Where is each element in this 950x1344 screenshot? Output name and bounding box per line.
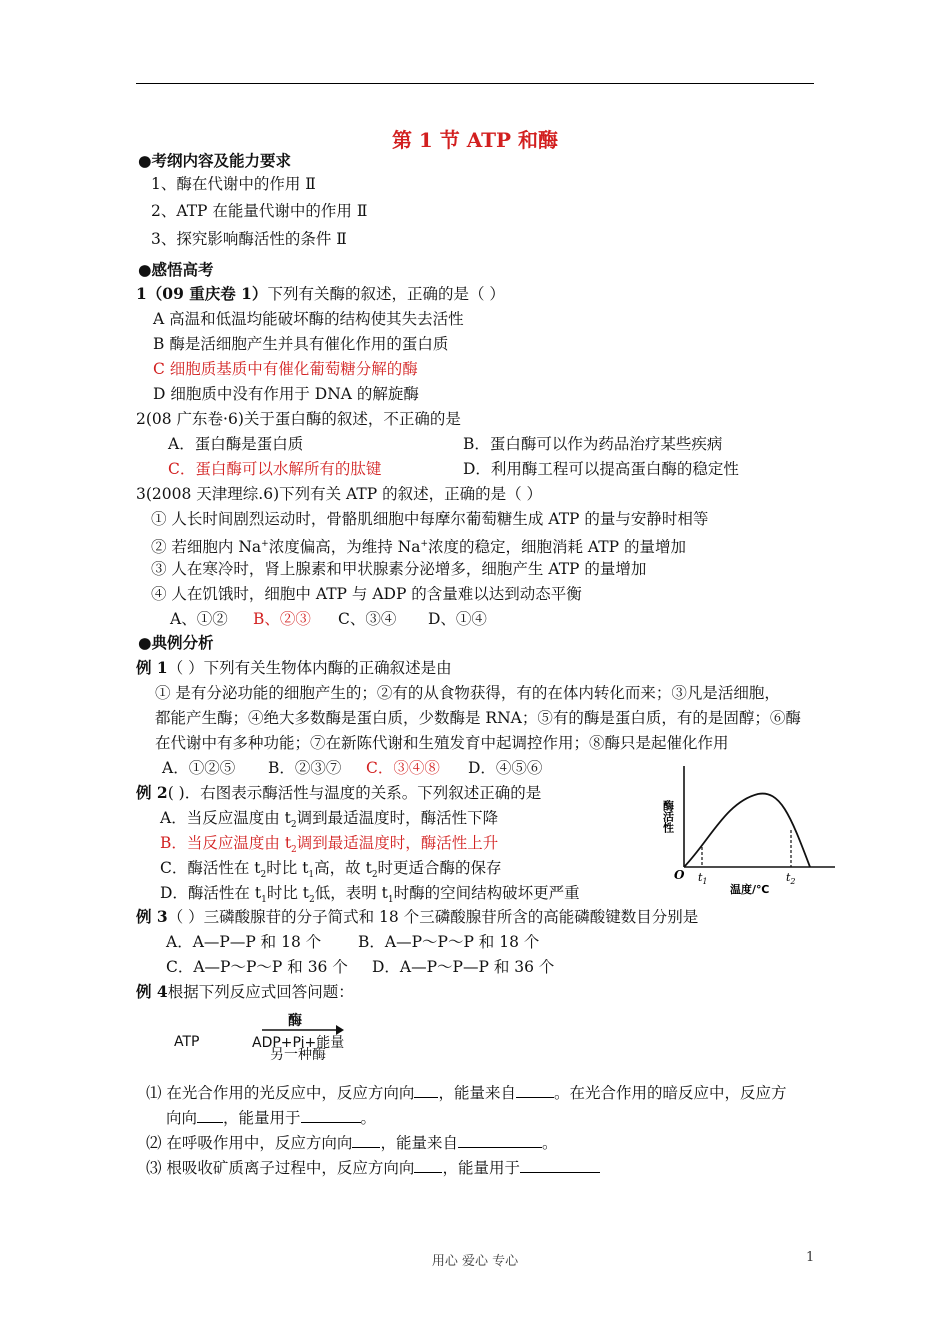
syllabus-item-2: 2、ATP 在能量代谢中的作用 Ⅱ — [151, 202, 368, 220]
reaction-products: ADP+Pi+能量 — [252, 1035, 345, 1051]
example-4-question-2: ⑵ 在呼吸作用中，反应方向向 ，能量来自 。 — [146, 1134, 558, 1152]
question-3-stem: 3(2008 天津理综.6)下列有关 ATP 的叙述，正确的是（ ） — [136, 485, 543, 503]
example-1-option-a: A．①②⑤ — [162, 759, 236, 777]
example-1-text-line-1: ① 是有分泌功能的细胞产生的；②有的从食物获得，有的在体内转化而来；③凡是活细胞， — [155, 684, 780, 702]
question-1-number: 1（09 重庆卷 1） — [136, 284, 268, 303]
example-3-option-c: C．A—P～P～P 和 36 个 — [166, 958, 348, 976]
question-3-option-d: D、①④ — [428, 610, 487, 628]
question-1-option-a: A 高温和低温均能破坏酶的结构使其失去活性 — [153, 310, 464, 328]
question-1-option-d: D 细胞质中没有作用于 DNA 的解旋酶 — [153, 385, 419, 403]
example-1-option-d: D．④⑤⑥ — [468, 759, 543, 777]
example-2-option-c: C．酶活性在 $t_2$时比 $t_1$高，故 $t_2$时更适合酶的保存 — [160, 859, 502, 881]
example-1-text-line-2: 都能产生酶；④绝大多数酶是蛋白质，少数酶是 RNA；⑤有的酶是蛋白质，有的是固醇；⑥酶 — [155, 709, 801, 727]
example-4-question-1-line-1: ⑴ 在光合作用的光反应中，反应方向向 ，能量来自 。在光合作用的暗反应中，反应方 — [146, 1084, 787, 1102]
example-1-text-line-3: 在代谢中有多种功能；⑦在新陈代谢和生殖发育中起调控作用；⑧酶只是起催化作用 — [155, 734, 729, 752]
enzyme-activity-chart — [650, 760, 850, 900]
example-2-option-a: A．当反应温度由 $t_2$调到最适温度时，酶活性下降 — [160, 809, 499, 831]
question-1-stem: 下列有关酶的叙述，正确的是（ ） — [267, 285, 505, 303]
question-1-option-c: C 细胞质基质中有催化葡萄糖分解的酶 — [153, 360, 418, 378]
example-2-option-d: D．酶活性在 $t_1$时比 $t_2$低，表明 $t_1$时酶的空间结构破坏更严重 — [160, 884, 580, 906]
example-3-label: 例 3 — [136, 907, 168, 926]
page-number: 1 — [806, 1250, 815, 1265]
section-heading-exam: ●感悟高考 — [138, 260, 214, 279]
section-heading-syllabus: ●考纲内容及能力要求 — [138, 151, 292, 170]
question-1-line — [136, 284, 505, 304]
header-rule — [136, 83, 814, 84]
example-4-stem: 根据下列反应式回答问题： — [167, 983, 354, 1001]
question-3-statement-3: ③ 人在寒冷时，肾上腺素和甲状腺素分泌增多，细胞产生 ATP 的量增加 — [151, 560, 647, 578]
example-1-option-b: B．②③⑦ — [268, 759, 342, 777]
question-3-option-a: A、①② — [170, 610, 228, 628]
example-3-option-d: D．A—P～P—P 和 36 个 — [372, 958, 555, 976]
example-1-line — [136, 658, 452, 678]
example-1-option-c: C．③④⑧ — [366, 759, 440, 777]
question-2-option-d: D．利用酶工程可以提高蛋白酶的稳定性 — [463, 460, 739, 478]
example-2-line — [136, 783, 541, 803]
example-4-question-1-line-2: 向向 ，能量用于 。 — [166, 1109, 377, 1127]
question-2-stem: 2(08 广东卷·6)关于蛋白酶的叙述，不正确的是 — [136, 410, 461, 428]
example-4-label: 例 4 — [136, 982, 168, 1001]
question-2-option-b: B．蛋白酶可以作为药品治疗某些疾病 — [463, 435, 723, 453]
question-3-statement-1: ① 人长时间剧烈运动时，骨骼肌细胞中每摩尔葡萄糖生成 ATP 的量与安静时相等 — [151, 510, 709, 528]
example-3-option-b: B．A—P～P～P 和 18 个 — [358, 933, 540, 951]
question-2-option-a: A．蛋白酶是蛋白质 — [168, 435, 304, 453]
x-axis-label: 温度/℃ — [730, 883, 770, 896]
example-4-line — [136, 982, 354, 1002]
example-3-line — [136, 907, 698, 927]
question-3-option-c: C、③④ — [338, 610, 397, 628]
t2-label: $t_2$ — [786, 871, 796, 886]
example-3-stem: （ ）三磷酸腺苷的分子简式和 18 个三磷酸腺苷所含的高能磷酸键数目分别是 — [167, 908, 699, 926]
origin-label: O — [674, 868, 685, 882]
example-3-option-a: A．A—P—P 和 18 个 — [166, 933, 322, 951]
example-2-label: 例 2 — [136, 783, 168, 802]
syllabus-item-3: 3、探究影响酶活性的条件 Ⅱ — [151, 230, 347, 248]
example-2-option-b: B．当反应温度由 $t_2$调到最适温度时，酶活性上升 — [160, 834, 499, 856]
section-heading-examples: ●典例分析 — [138, 633, 214, 652]
question-1-option-b: B 酶是活细胞产生并具有催化作用的蛋白质 — [153, 335, 449, 353]
enzyme-label: 酶 — [288, 1013, 302, 1029]
question-3-option-b: B、②③ — [253, 610, 311, 628]
page-footer: 用心 爱心 专心 — [431, 1254, 519, 1269]
example-2-stem: ( )．右图表示酶活性与温度的关系。下列叙述正确的是 — [167, 784, 542, 802]
question-2-option-c: C．蛋白酶可以水解所有的肽键 — [168, 460, 382, 478]
example-4-question-3: ⑶ 根吸收矿质离子过程中，反应方向向 ，能量用于 — [146, 1157, 600, 1178]
t1-label: $t_1$ — [698, 871, 708, 886]
other-enzyme-label: 另一种酶 — [270, 1047, 326, 1063]
y-axis-label: 酶活性 — [661, 800, 675, 833]
atp-label: ATP — [174, 1034, 200, 1050]
example-1-label: 例 1 — [136, 658, 168, 677]
question-3-statement-4: ④ 人在饥饿时，细胞中 ATP 与 ADP 的含量难以达到动态平衡 — [151, 585, 582, 603]
question-3-statement-2: ② 若细胞内 Na+浓度偏高，为维持 Na+浓度的稳定，细胞消耗 ATP 的量增加 — [151, 538, 686, 557]
syllabus-item-1: 1、酶在代谢中的作用 Ⅱ — [151, 175, 316, 193]
page-title: 第 1 节 ATP 和酶 — [391, 128, 559, 152]
example-1-stem: （ ）下列有关生物体内酶的正确叙述是由 — [167, 659, 452, 677]
